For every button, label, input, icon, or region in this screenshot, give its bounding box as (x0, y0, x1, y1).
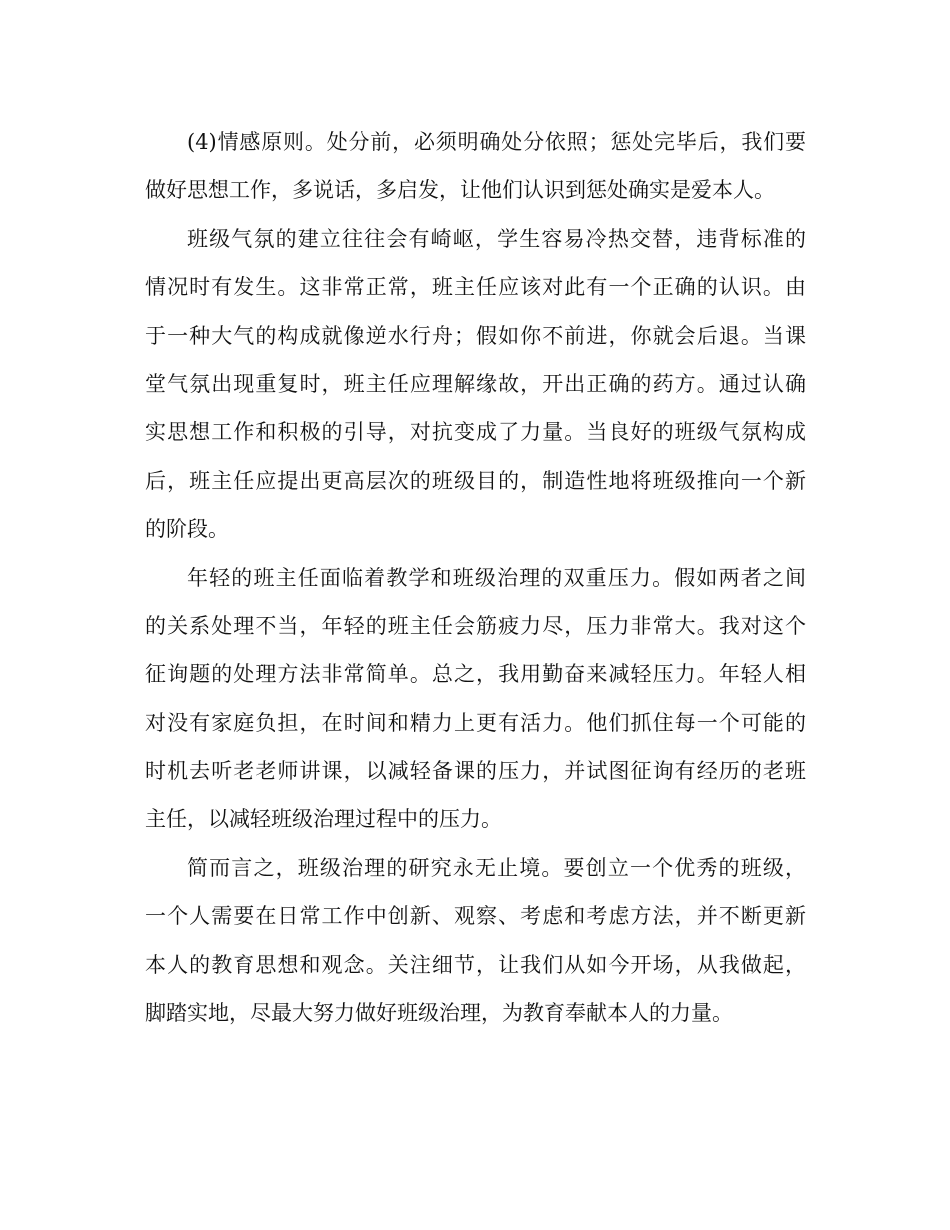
paragraph-young-teacher-pressure (145, 554, 806, 844)
paragraph-emotion-principle (145, 118, 806, 215)
text-line: 征询题的处理方法非常简单。总之，我用勤奋来减轻压力。年轻人相 (145, 662, 806, 687)
text-line: 班级气氛的建立往往会有崎岖，学生容易冷热交替，违背标准的 (187, 226, 806, 251)
text-line: 的关系处理不当，年轻的班主任会筋疲力尽，压力非常大。我对这个 (145, 613, 806, 638)
text-line: 主任，以减轻班级治理过程中的压力。 (145, 807, 502, 832)
text-line: 年轻的班主任面临着教学和班级治理的双重压力。假如两者之间 (187, 565, 806, 590)
text-line: 的阶段。 (145, 517, 229, 542)
text-line: 堂气氛出现重复时，班主任应理解缘故，开出正确的药方。通过认确 (145, 371, 806, 396)
text-line: 一个人需要在日常工作中创新、观察、考虑和考虑方法，并不断更新 (145, 904, 806, 929)
text-line: 后，班主任应提出更高层次的班级目的，制造性地将班级推向一个新 (145, 468, 806, 493)
text-line: 做好思想工作，多说话，多启发，让他们认识到惩处确实是爱本人。 (145, 178, 775, 203)
text-line: (4)情感原则。处分前，必须明确处分依照；惩处完毕后，我们要 (187, 130, 806, 154)
paragraph-conclusion (145, 844, 806, 1038)
text-line: 简而言之，班级治理的研究永无止境。要创立一个优秀的班级， (187, 855, 806, 880)
text-line: 情况时有发生。这非常正常，班主任应该对此有一个正确的认识。由 (145, 275, 806, 300)
text-line: 于一种大气的构成就像逆水行舟；假如你不前进，你就会后退。当课 (145, 323, 806, 348)
text-line: 对没有家庭负担，在时间和精力上更有活力。他们抓住每一个可能的 (145, 710, 806, 735)
document-body (145, 118, 806, 1037)
text-line: 脚踏实地，尽最大努力做好班级治理，为教育奉献本人的力量。 (145, 1001, 733, 1026)
paragraph-class-atmosphere (145, 215, 806, 554)
text-line: 时机去听老老师讲课，以减轻备课的压力，并试图征询有经历的老班 (145, 759, 806, 784)
text-line: 本人的教育思想和观念。关注细节，让我们从如今开场，从我做起， (145, 952, 806, 977)
text-line: 实思想工作和积极的引导，对抗变成了力量。当良好的班级气氛构成 (145, 420, 806, 445)
